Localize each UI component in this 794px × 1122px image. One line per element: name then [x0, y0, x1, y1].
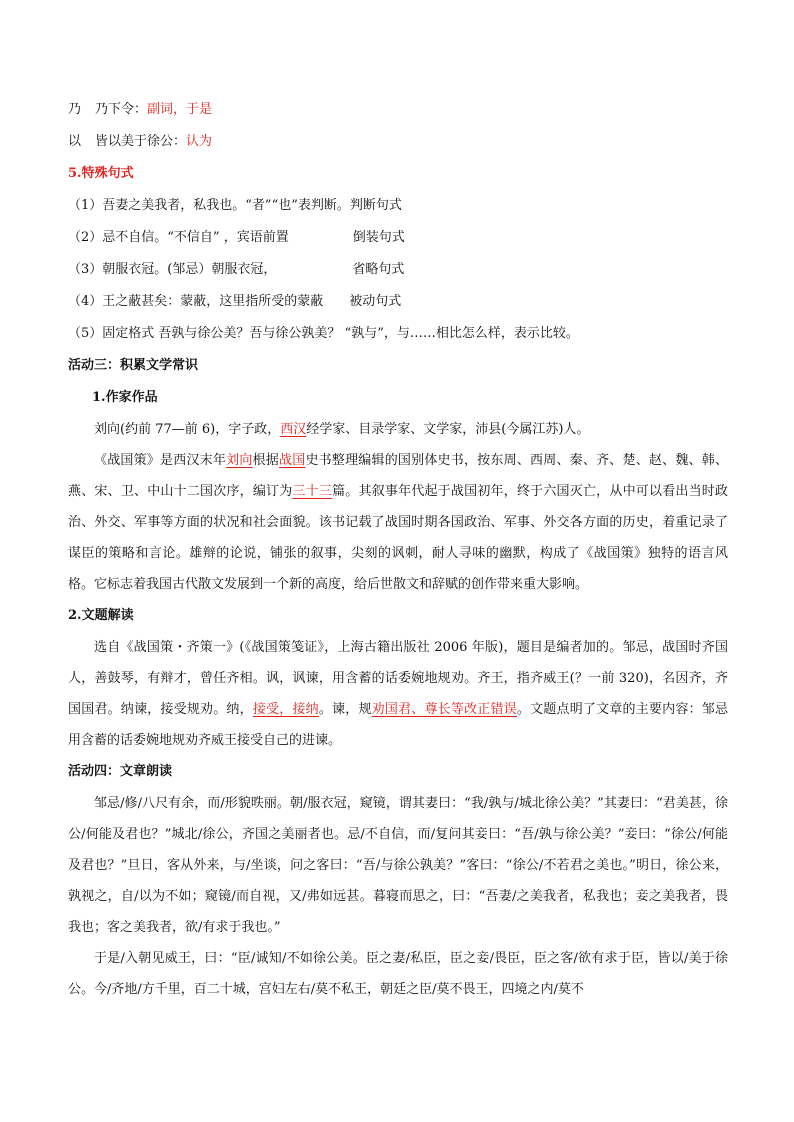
vocab-example: 皆以美于徐公： [95, 134, 187, 149]
item-text: 忌不自信。“不信自” ，宾语前置 [102, 230, 289, 245]
text-run: 根据 [252, 453, 279, 468]
vocab-meaning: 认为 [186, 134, 213, 149]
activity-heading-reading: 活动四：文章朗读 [68, 764, 173, 779]
section-heading-title-reading: 2.文题解读 [68, 608, 134, 623]
title-reading-paragraph [68, 632, 728, 756]
item-type: 倒装句式 [352, 230, 405, 245]
item-number: （1） [68, 198, 103, 213]
text-run: 。文题点明了文章的主要内容：邹忌用含蓄的话委婉地规劝齐威王接受自己的进谏。 [68, 702, 728, 748]
vocab-example: 乃下令： [95, 102, 148, 117]
text-run: 《战国策》是西汉末年 [94, 453, 227, 468]
item-number: （3） [68, 262, 103, 277]
book-paragraph [68, 445, 728, 600]
document-page [68, 94, 728, 997]
item-number: （4） [68, 294, 103, 309]
vocab-line-yi [68, 126, 728, 158]
item-number: （2） [68, 230, 103, 245]
item-text: 朝服衣冠。(邹忌）朝服衣冠， [102, 262, 277, 277]
vocab-word: 乃 [68, 102, 82, 117]
link-jieshou[interactable]: 接受，接纳 [252, 702, 319, 717]
vocab-meaning: 副词，于是 [147, 102, 213, 117]
author-paragraph [68, 414, 728, 445]
item-number: （5） [68, 326, 103, 341]
item-text: 吾妻之美我者，私我也。“者”“也”表判断。判断句式 [102, 198, 402, 213]
sentence-item-5 [68, 318, 728, 350]
link-liuxiang[interactable]: 刘向 [226, 453, 253, 468]
sentence-item-4 [68, 286, 728, 318]
subheading-author-works: 1.作家作品 [92, 390, 158, 405]
sentence-item-2 [68, 222, 728, 254]
text-run: 经学家、目录学家、文学家，沛县(今属江苏)人。 [306, 422, 590, 437]
reading-paragraph-1: 邹忌/修/八尺有余，而/形貌昳丽。朝/服衣冠，窥镜，谓其妻曰：“我/孰与/城北徐公美？”其妻曰：“君美甚，徐公/何能及君也？”城北/徐公，齐国之美丽者也。忌/不自信，而/复问其妾曰：“吾/孰与徐公美？”妾曰：“徐公/何能及君也？”旦日，客从外来，与/坐谈，问之客曰：“吾/与徐公孰美？”客曰：“徐公/不若君之美也。”明日，徐公来，孰视之，自/以为不如；窥镜/而自视，又/弗如远甚。暮寝而思之，曰：“吾妻/之美我者，私我也；妾之美我者，畏我也；客之美我者，欲/有求于我也。” [68, 796, 728, 935]
text-run: 篇。其叙事年代起于战国初年，终于六国灭亡，从中可以看出当时政治、外交、军事等方面的状况和社会面貌。该书记载了战国时期各国政治、军事、外交各方面的历史，着重记录了谋臣的策略和言论。雄辩的论说，铺张的叙事，尖刻的讽刺，耐人寻味的幽默，构成了《战国策》独特的语言风格。它标志着我国古代散文发展到一个新的高度，给后世散文和辞赋的创作带来重大影响。 [68, 484, 728, 592]
item-type: 被动句式 [349, 294, 402, 309]
text-run: 刘向(约前 77—前 6)，字子政， [94, 422, 281, 437]
activity-heading-literature: 活动三：积累文学常识 [68, 358, 199, 373]
sentence-item-1 [68, 190, 728, 222]
sentence-item-3 [68, 254, 728, 286]
text-run: 。谏，规 [318, 702, 372, 717]
section-heading-special-sentences: 5.特殊句式 [68, 166, 134, 181]
reading-paragraph-2: 于是/入朝见威王，曰：“臣/诚知/不如徐公美。臣之妻/私臣，臣之妾/畏臣，臣之客/欲有求于臣，皆以/美于徐公。今/齐地/方千里，百二十城，宫妇左右/莫不私王，朝廷之臣/莫不畏王，四境之内/莫不 [68, 951, 728, 997]
link-zhanguo[interactable]: 战国 [279, 453, 306, 468]
item-text: 固定格式 吾孰与徐公美？吾与徐公孰美？ “孰与”，与……相比怎么样，表示比较。 [102, 326, 579, 341]
item-type: 省略句式 [352, 262, 405, 277]
text-run: 史书整理编辑的国别体史书，按东周、西周、秦、齐、楚、赵、魏、韩、燕、宋、卫、中山十二国次序，编订为 [68, 453, 728, 499]
vocab-word: 以 [68, 134, 82, 149]
item-text: 王之蔽甚矣：蒙蔽，这里指所受的蒙蔽 [102, 294, 324, 309]
link-xihan[interactable]: 西汉 [280, 422, 307, 437]
link-sanshisan[interactable]: 三十三 [292, 484, 333, 499]
link-quanguojun[interactable]: 劝国君、尊长等改正错误 [371, 702, 517, 717]
text-run: 选自《战国策・齐策一》(《战国策笺证》，上海古籍出版社 2006 年版)，题目是编者加的。邹忌，战国时齐国人，善鼓琴，有辩才，曾任齐相。讽，讽谏，用含蓄的话委婉地规劝。齐王，指齐威王(？一前 320)，名因齐，齐国国君。纳谏，接受规劝。纳， [68, 640, 728, 717]
vocab-line-nai [68, 94, 728, 126]
